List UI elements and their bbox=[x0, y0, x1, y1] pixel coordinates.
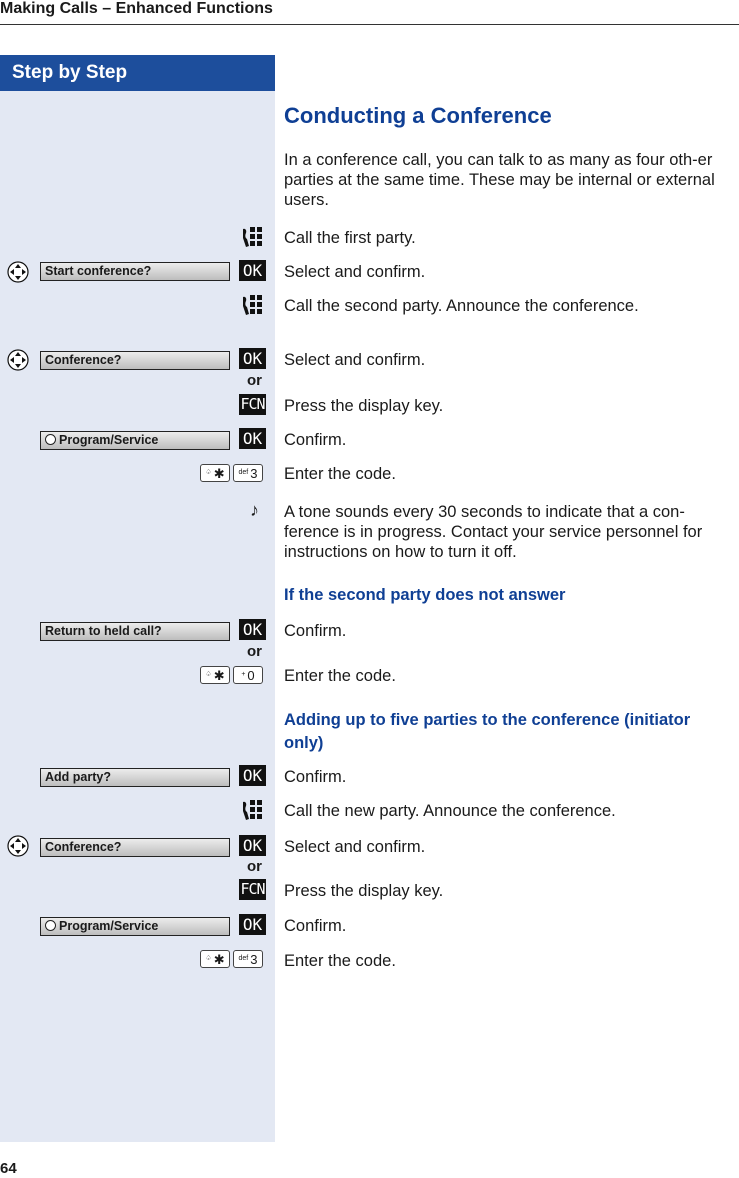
step-confirm: Confirm. bbox=[284, 431, 347, 449]
step-call-new-party: Call the new party. Announce the conference. bbox=[284, 802, 616, 820]
star-key-label: ✱ bbox=[213, 952, 225, 967]
navigator-icon[interactable] bbox=[7, 835, 29, 857]
three-key[interactable] bbox=[233, 464, 263, 482]
or-separator: or bbox=[247, 372, 262, 389]
keypad-icon bbox=[242, 294, 264, 316]
step-confirm: Confirm. bbox=[284, 768, 347, 786]
display-add-party-label: Add party? bbox=[45, 770, 111, 784]
step-call-first-party: Call the first party. bbox=[284, 229, 416, 247]
three-key-sub: def bbox=[238, 469, 249, 476]
three-key-label: 3 bbox=[250, 952, 258, 967]
star-key[interactable] bbox=[200, 666, 230, 684]
step-press-display-key: Press the display key. bbox=[284, 397, 444, 415]
step-enter-code: Enter the code. bbox=[284, 667, 396, 685]
navigator-icon[interactable] bbox=[7, 261, 29, 283]
step-by-step-banner: Step by Step bbox=[0, 55, 275, 91]
or-separator: or bbox=[247, 643, 262, 660]
display-program-service[interactable] bbox=[40, 917, 230, 936]
step-call-second-party: Call the second party. Announce the conference. bbox=[284, 297, 639, 315]
display-conference[interactable] bbox=[40, 351, 230, 370]
display-conference-label: Conference? bbox=[45, 353, 122, 367]
ok-key[interactable]: OK bbox=[239, 348, 266, 369]
tone-icon: ♪ bbox=[250, 500, 259, 520]
navigator-icon[interactable] bbox=[7, 349, 29, 371]
step-tone-info: A tone sounds every 30 seconds to indicate that a con-ference is in progress. Contact your service personnel for instructions on how to turn it off. bbox=[284, 503, 703, 561]
display-program-service[interactable] bbox=[40, 431, 230, 450]
three-key-label: 3 bbox=[250, 466, 258, 481]
ok-key[interactable]: OK bbox=[239, 428, 266, 449]
zero-key[interactable] bbox=[233, 666, 263, 684]
keypad-icon bbox=[242, 226, 264, 248]
ok-key[interactable]: OK bbox=[239, 835, 266, 856]
step-enter-code: Enter the code. bbox=[284, 952, 396, 970]
display-program-service-label: Program/Service bbox=[59, 919, 159, 933]
step-confirm: Confirm. bbox=[284, 917, 347, 935]
display-program-service-label: Program/Service bbox=[59, 433, 159, 447]
star-key-label: ✱ bbox=[213, 668, 225, 683]
display-return-held-call-label: Return to held call? bbox=[45, 624, 162, 638]
ok-key[interactable]: OK bbox=[239, 260, 266, 281]
intro-text: In a conference call, you can talk to as many as four oth-er parties at the same time. These may be internal or external users. bbox=[284, 151, 715, 209]
star-key-sub: ♤ bbox=[205, 955, 212, 962]
fcn-key[interactable]: FCN bbox=[240, 395, 265, 413]
three-key-sub: def bbox=[238, 955, 249, 962]
step-enter-code: Enter the code. bbox=[284, 465, 396, 483]
keypad-icon bbox=[242, 799, 264, 821]
display-conference-label: Conference? bbox=[45, 840, 122, 854]
star-key[interactable] bbox=[200, 950, 230, 968]
zero-key-label: 0 bbox=[247, 668, 255, 683]
header-rule bbox=[0, 24, 739, 25]
radio-circle-icon bbox=[45, 434, 56, 445]
step-select-confirm: Select and confirm. bbox=[284, 838, 426, 856]
display-add-party[interactable] bbox=[40, 768, 230, 787]
star-key-sub: ♤ bbox=[205, 469, 212, 476]
subheading-no-answer: If the second party does not answer bbox=[284, 586, 566, 604]
three-key[interactable] bbox=[233, 950, 263, 968]
ok-key[interactable]: OK bbox=[239, 765, 266, 786]
radio-circle-icon bbox=[45, 920, 56, 931]
step-press-display-key: Press the display key. bbox=[284, 882, 444, 900]
page-number: 64 bbox=[0, 1160, 17, 1177]
display-start-conference-label: Start conference? bbox=[45, 264, 152, 278]
step-select-confirm: Select and confirm. bbox=[284, 351, 426, 369]
ok-key[interactable]: OK bbox=[239, 619, 266, 640]
display-conference[interactable] bbox=[40, 838, 230, 857]
sidebar-column bbox=[0, 55, 275, 1142]
display-return-held-call[interactable] bbox=[40, 622, 230, 641]
section-title: Conducting a Conference bbox=[284, 103, 552, 128]
zero-key-sub: + bbox=[241, 671, 246, 678]
star-key-sub: ♤ bbox=[205, 671, 212, 678]
subheading-add-parties: Adding up to five parties to the conference (initiator only) bbox=[284, 711, 691, 752]
step-select-confirm: Select and confirm. bbox=[284, 263, 426, 281]
fcn-key[interactable]: FCN bbox=[240, 880, 265, 898]
star-key-label: ✱ bbox=[213, 466, 225, 481]
running-header: Making Calls – Enhanced Functions bbox=[0, 0, 273, 17]
or-separator: or bbox=[247, 858, 262, 875]
star-key[interactable] bbox=[200, 464, 230, 482]
display-start-conference[interactable] bbox=[40, 262, 230, 281]
step-confirm: Confirm. bbox=[284, 622, 347, 640]
ok-key[interactable]: OK bbox=[239, 914, 266, 935]
